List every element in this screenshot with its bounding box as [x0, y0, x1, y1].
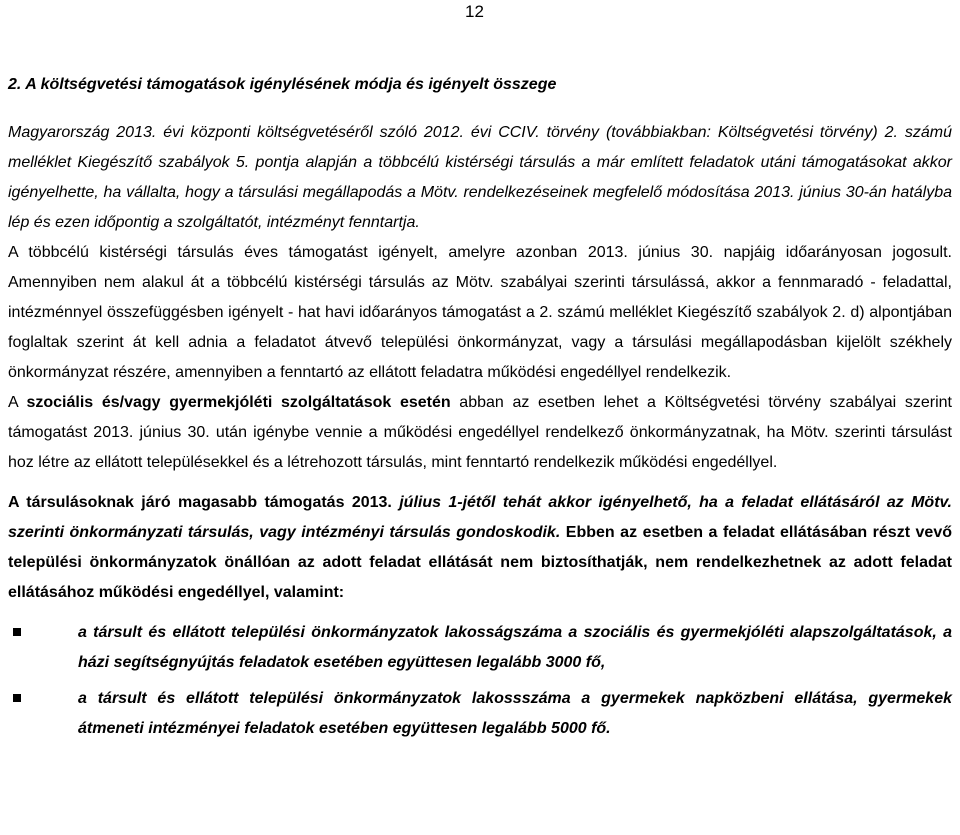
- square-bullet-icon: [13, 694, 21, 702]
- section-title: 2. A költségvetési támogatások igénylésének módja és igényelt összege: [8, 76, 557, 93]
- paragraph-3-emphasis: szociális és/vagy gyermekjóléti szolgáltatások esetén: [26, 394, 451, 411]
- paragraph-2: A többcélú kistérségi társulás éves támogatást igényelt, amelyre azonban 2013. június 30. napjáig időarányosan jogosult. Amennyiben nem alakul át a többcélú kistérségi társulás az Mötv. szabályai szerinti társulássá, akkor a fennmaradó - feladattal, intézménnyel összefüggésben igényelt - hat havi időarányos támogatást a 2. számú melléklet Kiegészítő szabályok 2. d) alpontjában foglaltak szerint át kell adnia a feladatot átvevő települési önkormányzat, vagy a társulási megállapodásban kijelölt székhely önkormányzat részére, amennyiben a fenntartó az ellátott feladatra működési engedéllyel rendelkezik.: [8, 244, 952, 381]
- list-item: [8, 618, 952, 678]
- page-number: 12: [465, 2, 484, 21]
- bullet-list: [8, 618, 952, 744]
- document-body: [8, 118, 952, 750]
- paragraph-4-rest: Ebben az esetben a feladat ellátásában részt vevő települési önkormányzatok önállóan az adott feladat ellátását nem biztosíthatják, nem rendelkezhetnek az adott feladat ellátásához működési engedéllyel, valamint:: [8, 524, 953, 601]
- list-item-text: a társult és ellátott települési önkormányzatok lakossszáma a gyermekek napközbeni ellátása, gyermekek átmeneti intézményei feladatok esetében együttesen legalább 5000 fő.: [78, 690, 952, 737]
- paragraph-3-start: A: [8, 394, 27, 411]
- paragraph-3: [8, 388, 952, 478]
- paragraph-1: Magyarország 2013. évi központi költségvetéséről szóló 2012. évi CCIV. törvény (továbbiakban: Költségvetési törvény) 2. számú melléklet Kiegészítő szabályok 5. pontja alapján a többcélú kistérségi társulás a már említett feladatok utáni támogatásokat akkor igényelhette, ha vállalta, hogy a társulási megállapodás a Mötv. rendelkezéseinek megfelelő módosítása 2013. június 30-án hatályba lép és ezen időpontig a szolgáltatót, intézményt fenntartja.: [8, 124, 952, 231]
- paragraph-4-italic: július 1-jétől tehát akkor igényelhető, ha a feladat ellátásáról az Mötv. szerinti önkormányzati társulás, vagy intézményi társulás gondoskodik.: [8, 494, 952, 541]
- list-item-text: a társult és ellátott települési önkormányzatok lakosságszáma a szociális és gyermekjóléti alapszolgáltatások, a házi segítségnyújtás feladatok esetében együttesen legalább 3000 fő,: [78, 624, 952, 671]
- paragraph-4-start: A társulásoknak járó magasabb támogatás 2013.: [8, 494, 400, 511]
- list-item: [8, 684, 952, 744]
- square-bullet-icon: [13, 628, 21, 636]
- paragraph-4: [8, 488, 952, 608]
- paragraph-3-rest: abban az esetben lehet a Költségvetési törvény szabályai szerint támogatást 2013. június 30. után igénybe vennie a működési engedéllyel rendelkező önkormányzatnak, ha Mötv. szerinti társulást hoz létre az ellátott településekkel és a létrehozott társulás, mint fenntartó rendelkezik működési engedéllyel.: [8, 394, 952, 471]
